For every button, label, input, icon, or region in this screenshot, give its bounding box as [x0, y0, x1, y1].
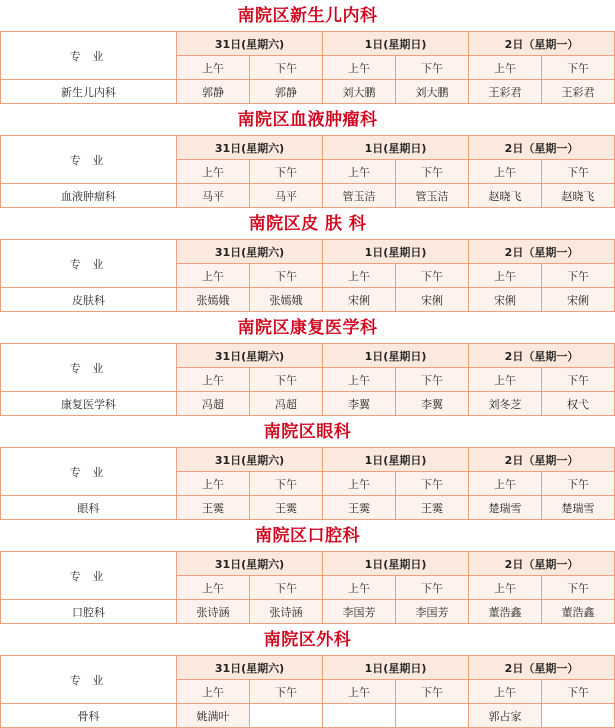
day-header: 1日(星期日) [323, 240, 469, 264]
period-header: 下午 [542, 368, 615, 392]
period-header: 上午 [323, 56, 396, 80]
day-header: 1日(星期日) [323, 448, 469, 472]
schedule-table [0, 447, 615, 520]
period-header: 上午 [323, 576, 396, 600]
day-header: 2日（星期一） [469, 32, 615, 56]
period-header: 下午 [396, 576, 469, 600]
doctor-cell: 郭占家 [469, 704, 542, 728]
doctor-cell: 宋俐 [323, 288, 396, 312]
doctor-cell: 董浩鑫 [469, 600, 542, 624]
period-header: 下午 [396, 472, 469, 496]
period-header: 上午 [177, 472, 250, 496]
day-header: 31日(星期六) [177, 344, 323, 368]
section-title: 南院区皮 肤 科 [248, 214, 367, 234]
period-header: 下午 [542, 160, 615, 184]
department-section [0, 312, 615, 416]
period-header: 下午 [542, 680, 615, 704]
period-header: 上午 [177, 56, 250, 80]
period-header: 下午 [250, 576, 323, 600]
day-header: 1日(星期日) [323, 136, 469, 160]
section-title: 南院区血液肿瘤科 [237, 110, 378, 130]
doctor-cell: 宋俐 [469, 288, 542, 312]
doctor-cell: 赵晓飞 [469, 184, 542, 208]
doctor-cell: 王霙 [396, 496, 469, 520]
doctor-cell: 管玉洁 [323, 184, 396, 208]
period-header: 下午 [250, 56, 323, 80]
period-header: 上午 [469, 368, 542, 392]
department-name: 骨科 [1, 704, 177, 728]
section-title: 南院区外科 [263, 630, 352, 650]
department-name: 康复医学科 [1, 392, 177, 416]
table-row [1, 448, 615, 472]
period-header: 下午 [250, 160, 323, 184]
day-header: 31日(星期六) [177, 136, 323, 160]
table-row [1, 552, 615, 576]
period-header: 下午 [396, 160, 469, 184]
schedule-table [0, 239, 615, 312]
day-header: 1日(星期日) [323, 656, 469, 680]
table-row [1, 344, 615, 368]
department-section [0, 0, 615, 104]
doctor-cell: 楚瑞雪 [542, 496, 615, 520]
day-header: 1日(星期日) [323, 32, 469, 56]
doctor-cell: 刘大鹏 [323, 80, 396, 104]
doctor-cell: 李国芳 [323, 600, 396, 624]
table-row [1, 656, 615, 680]
section-title: 南院区口腔科 [255, 526, 360, 546]
period-header: 上午 [469, 472, 542, 496]
period-header: 上午 [469, 576, 542, 600]
specialty-header: 专 业 [1, 32, 177, 80]
period-header: 上午 [323, 160, 396, 184]
department-section [0, 520, 615, 624]
day-header: 2日（星期一） [469, 136, 615, 160]
day-header: 31日(星期六) [177, 32, 323, 56]
day-header: 31日(星期六) [177, 240, 323, 264]
doctor-cell: 李翼 [323, 392, 396, 416]
table-row [1, 704, 615, 728]
period-header: 下午 [396, 368, 469, 392]
table-row [1, 184, 615, 208]
period-header: 上午 [469, 264, 542, 288]
day-header: 2日（星期一） [469, 344, 615, 368]
doctor-cell: 冯超 [250, 392, 323, 416]
period-header: 下午 [250, 368, 323, 392]
section-title: 南院区眼科 [263, 422, 352, 442]
schedule-table [0, 135, 615, 208]
table-row [1, 392, 615, 416]
day-header: 2日（星期一） [469, 552, 615, 576]
period-header: 下午 [542, 56, 615, 80]
department-name: 口腔科 [1, 600, 177, 624]
empty-cell [323, 704, 396, 728]
specialty-header: 专 业 [1, 552, 177, 600]
specialty-header: 专 业 [1, 136, 177, 184]
period-header: 上午 [177, 160, 250, 184]
doctor-cell: 王霙 [250, 496, 323, 520]
period-header: 下午 [396, 264, 469, 288]
doctor-cell: 管玉洁 [396, 184, 469, 208]
doctor-cell: 李翼 [396, 392, 469, 416]
period-header: 上午 [177, 576, 250, 600]
department-name: 皮肤科 [1, 288, 177, 312]
doctor-cell: 楚瑞雪 [469, 496, 542, 520]
doctor-cell: 刘冬芝 [469, 392, 542, 416]
doctor-cell: 张诗涵 [250, 600, 323, 624]
doctor-cell: 董浩鑫 [542, 600, 615, 624]
period-header: 上午 [177, 264, 250, 288]
table-row [1, 496, 615, 520]
empty-cell [396, 704, 469, 728]
doctor-cell: 王彩君 [542, 80, 615, 104]
table-row [1, 32, 615, 56]
doctor-cell: 郭静 [177, 80, 250, 104]
doctor-cell: 张嫣娥 [177, 288, 250, 312]
empty-cell [542, 704, 615, 728]
doctor-cell: 张嫣娥 [250, 288, 323, 312]
day-header: 31日(星期六) [177, 656, 323, 680]
schedule-table [0, 31, 615, 104]
table-row [1, 600, 615, 624]
day-header: 2日（星期一） [469, 448, 615, 472]
schedule-table [0, 551, 615, 624]
specialty-header: 专 业 [1, 240, 177, 288]
doctor-cell: 张诗涵 [177, 600, 250, 624]
period-header: 上午 [469, 160, 542, 184]
doctor-cell: 刘大鹏 [396, 80, 469, 104]
doctor-cell: 宋俐 [396, 288, 469, 312]
day-header: 1日(星期日) [323, 552, 469, 576]
doctor-cell: 冯超 [177, 392, 250, 416]
table-row [1, 136, 615, 160]
department-section [0, 104, 615, 208]
period-header: 上午 [177, 680, 250, 704]
period-header: 下午 [542, 472, 615, 496]
table-row [1, 80, 615, 104]
section-title: 南院区新生儿内科 [237, 6, 378, 26]
doctor-cell: 马平 [250, 184, 323, 208]
schedule-table [0, 655, 615, 728]
department-name: 血液肿瘤科 [1, 184, 177, 208]
department-name: 新生儿内科 [1, 80, 177, 104]
doctor-cell: 王霙 [323, 496, 396, 520]
period-header: 下午 [396, 56, 469, 80]
period-header: 上午 [323, 264, 396, 288]
doctor-cell: 宋俐 [542, 288, 615, 312]
period-header: 下午 [396, 680, 469, 704]
department-name: 眼科 [1, 496, 177, 520]
empty-cell [250, 704, 323, 728]
section-title: 南院区康复医学科 [237, 318, 378, 338]
specialty-header: 专 业 [1, 448, 177, 496]
period-header: 下午 [542, 264, 615, 288]
doctor-cell: 赵晓飞 [542, 184, 615, 208]
day-header: 2日（星期一） [469, 656, 615, 680]
doctor-cell: 马平 [177, 184, 250, 208]
period-header: 下午 [250, 264, 323, 288]
table-row [1, 240, 615, 264]
department-section [0, 208, 615, 312]
doctor-cell: 郭静 [250, 80, 323, 104]
day-header: 31日(星期六) [177, 552, 323, 576]
period-header: 上午 [323, 680, 396, 704]
period-header: 上午 [323, 368, 396, 392]
period-header: 上午 [323, 472, 396, 496]
table-row [1, 288, 615, 312]
period-header: 上午 [177, 368, 250, 392]
day-header: 31日(星期六) [177, 448, 323, 472]
specialty-header: 专 业 [1, 344, 177, 392]
doctor-cell: 王彩君 [469, 80, 542, 104]
department-section [0, 624, 615, 728]
day-header: 1日(星期日) [323, 344, 469, 368]
specialty-header: 专 业 [1, 656, 177, 704]
period-header: 上午 [469, 680, 542, 704]
period-header: 下午 [250, 680, 323, 704]
period-header: 上午 [469, 56, 542, 80]
day-header: 2日（星期一） [469, 240, 615, 264]
period-header: 下午 [542, 576, 615, 600]
doctor-cell: 姚满叶 [177, 704, 250, 728]
doctor-cell: 权弋 [542, 392, 615, 416]
department-section [0, 416, 615, 520]
doctor-cell: 王霙 [177, 496, 250, 520]
schedule-table [0, 343, 615, 416]
period-header: 下午 [250, 472, 323, 496]
doctor-cell: 李国芳 [396, 600, 469, 624]
